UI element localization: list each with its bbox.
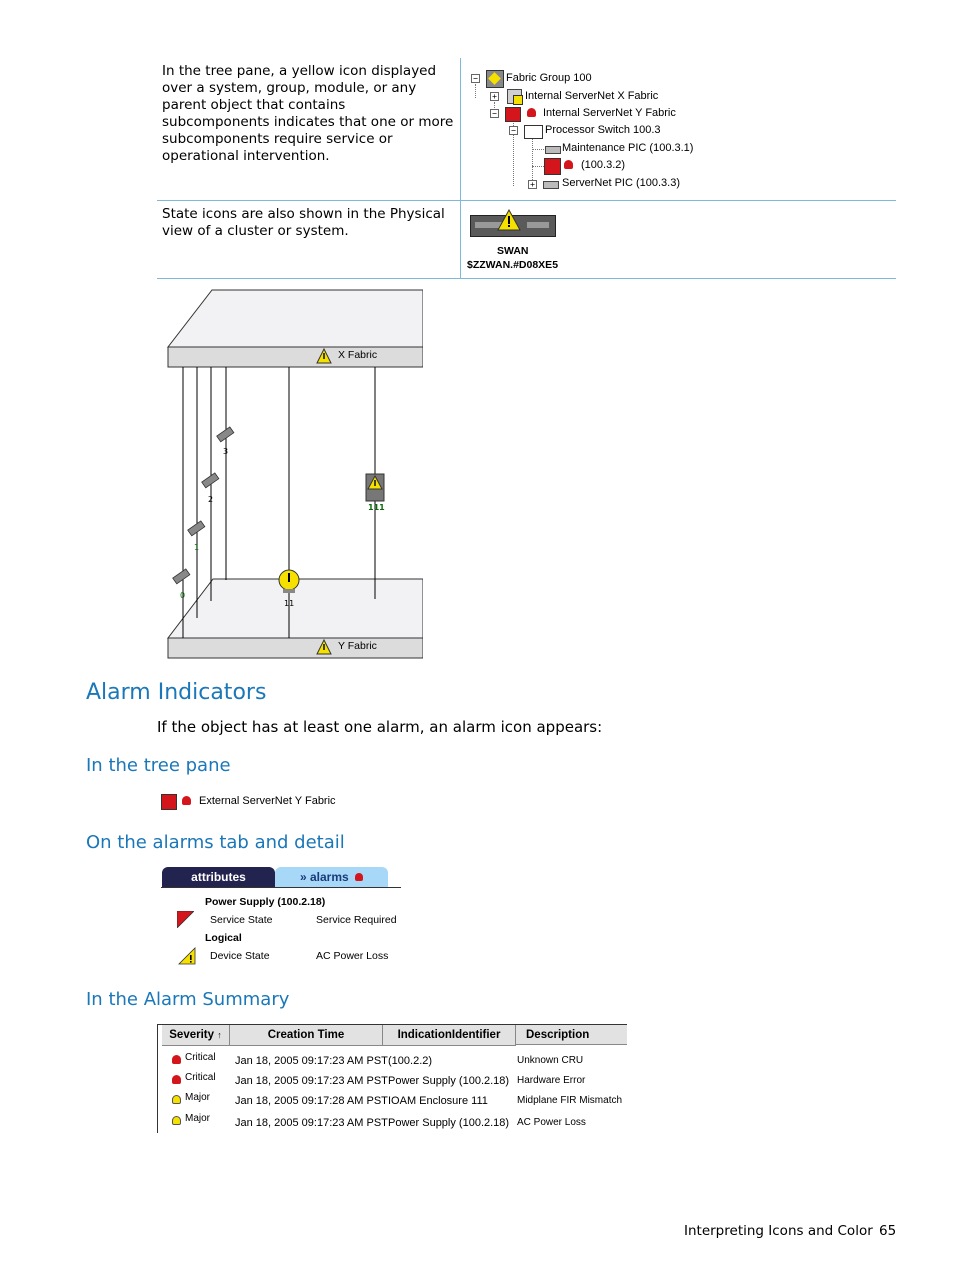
section-title: Alarm Indicators	[86, 680, 267, 705]
warning-icon	[497, 209, 521, 231]
major-alarm-icon	[172, 1095, 181, 1104]
alarm-bell-icon	[564, 160, 573, 169]
page-number: 65	[879, 1223, 897, 1239]
tree-item-maintenance-pic[interactable]: Maintenance PIC (100.3.1)	[562, 142, 694, 154]
pic-icon	[545, 146, 561, 154]
warning-icon	[178, 947, 196, 965]
switch-icon	[524, 125, 543, 139]
critical-alarm-icon	[172, 1075, 181, 1084]
cell-time: Jan 18, 2005 09:17:23 AM PST	[235, 1117, 388, 1129]
tree-item-x-fabric[interactable]: Internal ServerNet X Fabric	[525, 90, 659, 102]
tab-alarms-label: » alarms	[299, 870, 349, 884]
cell-time: Jan 18, 2005 09:17:23 AM PST	[235, 1075, 388, 1087]
tree-item-pic-100-3-2[interactable]: (100.3.2)	[581, 159, 626, 171]
alarms-tab-heading: On the alarms tab and detail	[86, 832, 345, 853]
column-header-severity[interactable]	[162, 1025, 230, 1046]
tree-item-y-fabric[interactable]: Internal ServerNet Y Fabric	[543, 107, 676, 119]
expand-toggle[interactable]: +	[528, 180, 537, 189]
device-id: $ZZWAN.#D08XE5	[467, 259, 559, 271]
cell-time: Jan 18, 2005 09:17:23 AM PST	[235, 1055, 388, 1067]
alarm-summary-heading: In the Alarm Summary	[86, 989, 290, 1010]
detail-row2-label: Device State	[210, 950, 270, 962]
alarm-bell-icon	[355, 873, 363, 881]
alert-label: 11	[284, 599, 295, 608]
processor-label: 2	[208, 495, 214, 504]
alarm-summary-table	[157, 1024, 627, 1133]
cell-desc: AC Power Loss	[517, 1117, 586, 1128]
table-rule	[157, 200, 896, 201]
detail-row1-value: Service Required	[316, 914, 397, 926]
column-header-severity-label: Severity	[169, 1029, 215, 1041]
alarms-tab-panel	[161, 867, 401, 971]
intro-row1-text: In the tree pane, a yellow icon displayed over a system, group, module, or any parent object that contains subcomponents indicates that one or more subcomponents require service or operational intervention.	[162, 63, 454, 164]
critical-alarm-icon	[172, 1055, 181, 1064]
cell-severity: Critical	[185, 1052, 216, 1063]
column-header-creation-time[interactable]: Creation Time	[230, 1025, 383, 1046]
cell-severity: Critical	[185, 1072, 216, 1083]
major-alarm-icon	[172, 1116, 181, 1125]
fabric-group-icon	[486, 70, 504, 88]
y-fabric-label: Y Fabric	[338, 640, 377, 652]
cell-severity: Major	[185, 1113, 211, 1124]
collapse-toggle[interactable]: −	[490, 109, 499, 118]
intro-row2-text: State icons are also shown in the Physical view of a cluster or system.	[162, 206, 445, 239]
cell-severity: Major	[185, 1092, 211, 1103]
cell-desc: Hardware Error	[517, 1075, 586, 1086]
x-fabric-label: X Fabric	[338, 349, 378, 361]
table-rule	[157, 278, 896, 279]
collapse-toggle[interactable]: −	[471, 74, 480, 83]
fabric-diagram	[165, 286, 423, 660]
enclosure-label: 111	[368, 503, 385, 512]
column-header-indication-id[interactable]: IndicationIdentifier	[383, 1025, 516, 1046]
detail-row2-value: AC Power Loss	[316, 950, 389, 962]
alarm-bell-icon	[182, 796, 191, 805]
processor-label: 3	[223, 447, 229, 456]
cell-id: Power Supply (100.2.18)	[388, 1075, 510, 1087]
tab-attributes[interactable]: attributes	[162, 867, 275, 887]
cell-id: Power Supply (100.2.18)	[388, 1117, 510, 1129]
detail-object-title: Power Supply (100.2.18)	[205, 896, 326, 908]
tab-alarms[interactable]	[275, 867, 388, 887]
device-name: SWAN	[497, 245, 529, 257]
tree-item-processor-switch[interactable]: Processor Switch 100.3	[545, 124, 661, 136]
tree-item-fabric-group[interactable]: Fabric Group 100	[506, 72, 592, 84]
sort-arrow-icon: ↑	[217, 1030, 222, 1040]
cell-id: IOAM Enclosure 111	[388, 1095, 488, 1107]
tree-pane-item[interactable]: External ServerNet Y Fabric	[199, 795, 336, 807]
collapse-toggle[interactable]: −	[509, 126, 518, 135]
footer-section-name: Interpreting Icons and Color	[684, 1223, 873, 1239]
cell-desc: Unknown CRU	[517, 1055, 584, 1066]
tree-pane-heading: In the tree pane	[86, 755, 231, 776]
section-intro: If the object has at least one alarm, an alarm icon appears:	[157, 718, 603, 736]
table-divider	[460, 58, 461, 278]
cell-time: Jan 18, 2005 09:17:28 AM PST	[235, 1095, 388, 1107]
detail-group-label: Logical	[205, 932, 242, 944]
tree-item-servernet-pic[interactable]: ServerNet PIC (100.3.3)	[562, 177, 680, 189]
critical-flag-icon	[544, 158, 561, 175]
expand-toggle[interactable]: +	[490, 92, 499, 101]
processor-label: 0	[180, 591, 186, 600]
detail-row1-label: Service State	[210, 914, 273, 926]
processor-label: 1	[194, 543, 200, 552]
critical-flag-icon	[177, 911, 194, 928]
alarm-bell-icon	[527, 108, 536, 117]
cell-desc: Midplane FIR Mismatch	[517, 1095, 623, 1106]
critical-flag-icon	[161, 794, 177, 810]
pic-icon	[543, 181, 559, 189]
column-header-description[interactable]: Description	[516, 1025, 627, 1045]
tab-underline	[161, 887, 401, 888]
critical-flag-icon	[505, 107, 521, 122]
cell-id: (100.2.2)	[388, 1055, 433, 1067]
fabric-warning-icon	[507, 89, 522, 104]
